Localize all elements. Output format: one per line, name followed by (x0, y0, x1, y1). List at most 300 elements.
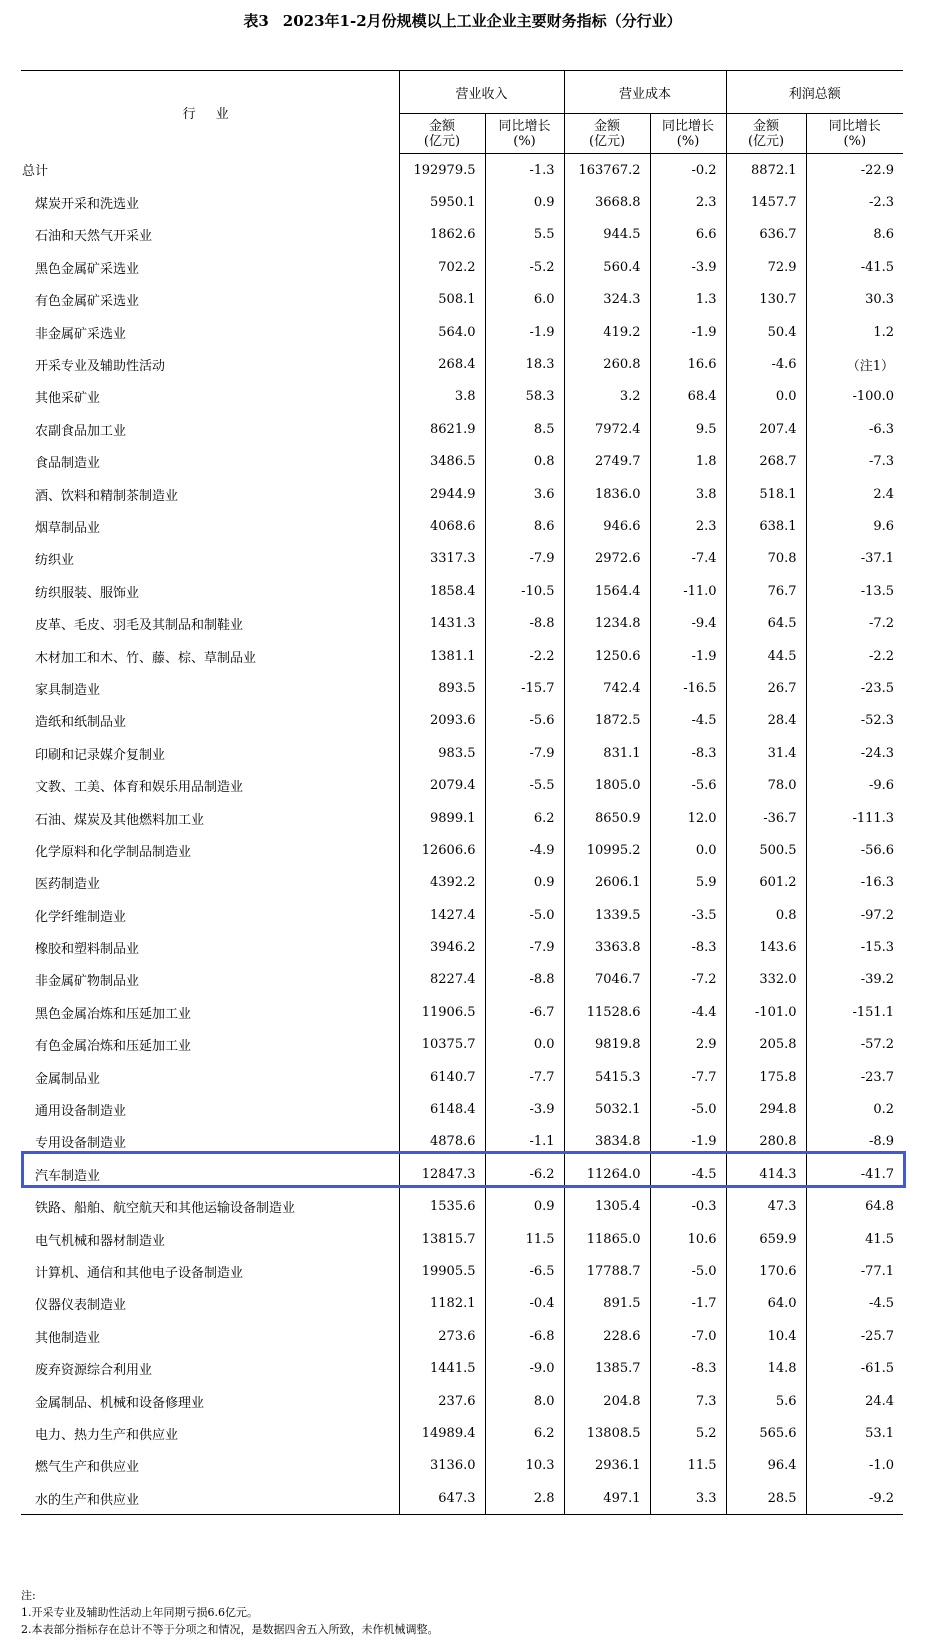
profit-amount-cell: 332.0 (726, 964, 806, 996)
revenue-amount-cell: 3136.0 (399, 1450, 485, 1482)
cost-amount-cell: 17788.7 (564, 1255, 650, 1287)
industry-name-cell: 橡胶和塑料制品业 (21, 931, 399, 963)
profit-amount-cell: 64.0 (726, 1288, 806, 1320)
cost-growth-cell: 9.5 (650, 413, 726, 445)
profit-amount-cell: 205.8 (726, 1029, 806, 1061)
revenue-amount-cell: 12847.3 (399, 1158, 485, 1190)
profit-amount-header: 金额 (亿元) (726, 114, 806, 154)
cost-amount-cell: 9819.8 (564, 1029, 650, 1061)
cost-growth-cell: 2.3 (650, 510, 726, 542)
revenue-amount-cell: 9899.1 (399, 802, 485, 834)
cost-amount-cell: 260.8 (564, 348, 650, 380)
revenue-amount-header: 金额 (亿元) (399, 114, 485, 154)
cost-growth-cell: -4.5 (650, 705, 726, 737)
revenue-growth-cell: 3.6 (485, 478, 564, 510)
revenue-amount-cell: 564.0 (399, 316, 485, 348)
industry-name-cell: 电气机械和器材制造业 (21, 1223, 399, 1255)
industry-name-cell: 烟草制品业 (21, 510, 399, 542)
profit-amount-cell: 26.7 (726, 672, 806, 704)
table-row (21, 672, 903, 704)
profit-growth-cell: -16.3 (806, 867, 903, 899)
industry-name-cell: 废弃资源综合利用业 (21, 1352, 399, 1384)
table-title (0, 10, 925, 32)
cost-amount-cell: 3363.8 (564, 931, 650, 963)
revenue-amount-cell: 2079.4 (399, 769, 485, 801)
revenue-amount-cell: 10375.7 (399, 1029, 485, 1061)
revenue-amount-cell: 4392.2 (399, 867, 485, 899)
revenue-growth-cell: 8.6 (485, 510, 564, 542)
cost-growth-cell: 1.3 (650, 284, 726, 316)
revenue-growth-cell: 6.2 (485, 802, 564, 834)
revenue-amount-cell: 3946.2 (399, 931, 485, 963)
cost-amount-cell: 11264.0 (564, 1158, 650, 1190)
revenue-amount-cell: 19905.5 (399, 1255, 485, 1287)
profit-amount-cell: 601.2 (726, 867, 806, 899)
cost-growth-cell: 68.4 (650, 381, 726, 413)
profit-growth-cell: -2.3 (806, 186, 903, 218)
profit-growth-cell: -7.3 (806, 446, 903, 478)
revenue-amount-cell: 508.1 (399, 284, 485, 316)
profit-amount-cell: 280.8 (726, 1126, 806, 1158)
revenue-amount-cell: 1862.6 (399, 219, 485, 251)
cost-amount-cell: 831.1 (564, 737, 650, 769)
profit-amount-cell: 0.0 (726, 381, 806, 413)
revenue-growth-cell: -6.2 (485, 1158, 564, 1190)
industry-name-cell: 食品制造业 (21, 446, 399, 478)
profit-amount-cell: 76.7 (726, 575, 806, 607)
cost-amount-cell: 11865.0 (564, 1223, 650, 1255)
profit-growth-cell: 41.5 (806, 1223, 903, 1255)
profit-growth-cell: -97.2 (806, 899, 903, 931)
profit-growth-cell: -15.3 (806, 931, 903, 963)
industry-name-cell: 纺织业 (21, 543, 399, 575)
revenue-growth-cell: 18.3 (485, 348, 564, 380)
revenue-growth-cell: -7.9 (485, 543, 564, 575)
revenue-growth-cell: -7.9 (485, 737, 564, 769)
industry-name-cell: 电力、热力生产和供应业 (21, 1417, 399, 1449)
revenue-amount-cell: 5950.1 (399, 186, 485, 218)
revenue-growth-cell: 10.3 (485, 1450, 564, 1482)
profit-amount-cell: 130.7 (726, 284, 806, 316)
profit-growth-cell: -23.5 (806, 672, 903, 704)
revenue-amount-cell: 983.5 (399, 737, 485, 769)
cost-growth-cell: 7.3 (650, 1385, 726, 1417)
revenue-growth-cell: -5.6 (485, 705, 564, 737)
industry-name-cell: 石油、煤炭及其他燃料加工业 (21, 802, 399, 834)
industry-name-cell: 汽车制造业 (21, 1158, 399, 1190)
revenue-growth-cell: 5.5 (485, 219, 564, 251)
profit-amount-cell: -36.7 (726, 802, 806, 834)
industry-name-cell: 黑色金属矿采选业 (21, 251, 399, 283)
table-row (21, 446, 903, 478)
table-row (21, 543, 903, 575)
revenue-amount-cell: 1858.4 (399, 575, 485, 607)
profit-growth-cell: -100.0 (806, 381, 903, 413)
cost-amount-cell: 944.5 (564, 219, 650, 251)
revenue-amount-cell: 1431.3 (399, 607, 485, 639)
profit-growth-cell: 9.6 (806, 510, 903, 542)
cost-growth-cell: 3.3 (650, 1482, 726, 1515)
table-row (21, 1450, 903, 1482)
cost-growth-cell: 6.6 (650, 219, 726, 251)
cost-amount-cell: 228.6 (564, 1320, 650, 1352)
industry-name-cell: 农副食品加工业 (21, 413, 399, 445)
table-row (21, 1417, 903, 1449)
table-row (21, 1288, 903, 1320)
industry-name-cell: 木材加工和木、竹、藤、棕、草制品业 (21, 640, 399, 672)
profit-amount-cell: 268.7 (726, 446, 806, 478)
cost-growth-cell: -5.0 (650, 1093, 726, 1125)
table-row (21, 705, 903, 737)
profit-amount-cell: 294.8 (726, 1093, 806, 1125)
industry-name-cell: 其他采矿业 (21, 381, 399, 413)
industry-name-cell: 黑色金属冶炼和压延加工业 (21, 996, 399, 1028)
revenue-amount-cell: 647.3 (399, 1482, 485, 1515)
cost-growth-cell: 11.5 (650, 1450, 726, 1482)
cost-amount-cell: 204.8 (564, 1385, 650, 1417)
revenue-growth-cell: -1.3 (485, 154, 564, 187)
revenue-growth-cell: 8.0 (485, 1385, 564, 1417)
industry-name-cell: 通用设备制造业 (21, 1093, 399, 1125)
table-row (21, 1320, 903, 1352)
cost-amount-cell: 1564.4 (564, 575, 650, 607)
profit-amount-cell: 207.4 (726, 413, 806, 445)
table-row (21, 931, 903, 963)
industry-name-cell: 印刷和记录媒介复制业 (21, 737, 399, 769)
cost-growth-cell: -1.9 (650, 316, 726, 348)
table-row (21, 1191, 903, 1223)
revenue-growth-cell: -7.7 (485, 1061, 564, 1093)
revenue-growth-cell: 0.0 (485, 1029, 564, 1061)
profit-header: 利润总额 (726, 71, 903, 114)
cost-growth-cell: 2.3 (650, 186, 726, 218)
profit-growth-header: 同比增长 (%) (806, 114, 903, 154)
table-row (21, 899, 903, 931)
cost-amount-cell: 324.3 (564, 284, 650, 316)
profit-amount-cell: 8872.1 (726, 154, 806, 187)
table-row (21, 1093, 903, 1125)
profit-growth-cell: -61.5 (806, 1352, 903, 1384)
profit-growth-cell: -24.3 (806, 737, 903, 769)
revenue-amount-cell: 2093.6 (399, 705, 485, 737)
revenue-growth-cell: 0.9 (485, 186, 564, 218)
cost-growth-cell: -8.3 (650, 737, 726, 769)
table-row (21, 1352, 903, 1384)
cost-growth-cell: -3.5 (650, 899, 726, 931)
profit-growth-cell: -56.6 (806, 834, 903, 866)
industry-name-cell: 开采专业及辅助性活动 (21, 348, 399, 380)
cost-growth-cell: 2.9 (650, 1029, 726, 1061)
cost-growth-cell: -0.2 (650, 154, 726, 187)
cost-growth-cell: 0.0 (650, 834, 726, 866)
profit-growth-cell: 64.8 (806, 1191, 903, 1223)
cost-growth-cell: -16.5 (650, 672, 726, 704)
industry-name-cell: 铁路、船舶、航空航天和其他运输设备制造业 (21, 1191, 399, 1223)
table-notes (21, 1587, 439, 1638)
cost-amount-cell: 1836.0 (564, 478, 650, 510)
revenue-amount-cell: 13815.7 (399, 1223, 485, 1255)
profit-amount-cell: 50.4 (726, 316, 806, 348)
profit-amount-cell: 1457.7 (726, 186, 806, 218)
cost-amount-cell: 163767.2 (564, 154, 650, 187)
profit-amount-cell: 47.3 (726, 1191, 806, 1223)
revenue-growth-header: 同比增长 (%) (485, 114, 564, 154)
revenue-growth-cell: -7.9 (485, 931, 564, 963)
profit-growth-cell: -77.1 (806, 1255, 903, 1287)
cost-amount-cell: 497.1 (564, 1482, 650, 1515)
revenue-growth-cell: 6.2 (485, 1417, 564, 1449)
table-row (21, 478, 903, 510)
table-header (21, 71, 903, 154)
revenue-header: 营业收入 (399, 71, 564, 114)
industry-name-cell: 有色金属矿采选业 (21, 284, 399, 316)
industry-name-cell: 有色金属冶炼和压延加工业 (21, 1029, 399, 1061)
profit-growth-cell: 24.4 (806, 1385, 903, 1417)
table-body (21, 154, 903, 1515)
industry-name-cell: 计算机、通信和其他电子设备制造业 (21, 1255, 399, 1287)
profit-growth-cell: -23.7 (806, 1061, 903, 1093)
revenue-amount-cell: 1535.6 (399, 1191, 485, 1223)
cost-amount-cell: 742.4 (564, 672, 650, 704)
industry-name-cell: 家具制造业 (21, 672, 399, 704)
table-row (21, 996, 903, 1028)
revenue-amount-cell: 4878.6 (399, 1126, 485, 1158)
cost-growth-cell: -1.9 (650, 1126, 726, 1158)
cost-growth-cell: -7.7 (650, 1061, 726, 1093)
table-row (21, 964, 903, 996)
cost-growth-cell: -9.4 (650, 607, 726, 639)
cost-amount-cell: 5415.3 (564, 1061, 650, 1093)
revenue-growth-cell: -6.5 (485, 1255, 564, 1287)
revenue-amount-cell: 3486.5 (399, 446, 485, 478)
cost-amount-cell: 1805.0 (564, 769, 650, 801)
table-row (21, 1029, 903, 1061)
cost-growth-cell: 16.6 (650, 348, 726, 380)
cost-growth-cell: -8.3 (650, 931, 726, 963)
revenue-amount-cell: 3.8 (399, 381, 485, 413)
industry-name-cell: 总计 (21, 154, 399, 187)
industry-name-cell: 煤炭开采和洗选业 (21, 186, 399, 218)
cost-amount-cell: 7972.4 (564, 413, 650, 445)
revenue-amount-cell: 192979.5 (399, 154, 485, 187)
cost-growth-cell: -3.9 (650, 251, 726, 283)
table-row (21, 219, 903, 251)
profit-amount-cell: 638.1 (726, 510, 806, 542)
revenue-growth-cell: -9.0 (485, 1352, 564, 1384)
profit-growth-cell: -9.2 (806, 1482, 903, 1515)
table-row (21, 154, 903, 187)
cost-growth-cell: -4.5 (650, 1158, 726, 1190)
cost-amount-cell: 2936.1 (564, 1450, 650, 1482)
profit-growth-cell: -37.1 (806, 543, 903, 575)
profit-amount-cell: 96.4 (726, 1450, 806, 1482)
profit-growth-cell: 53.1 (806, 1417, 903, 1449)
profit-growth-cell: -4.5 (806, 1288, 903, 1320)
profit-growth-cell: 0.2 (806, 1093, 903, 1125)
revenue-amount-cell: 237.6 (399, 1385, 485, 1417)
table-row (21, 737, 903, 769)
revenue-growth-cell: 0.9 (485, 1191, 564, 1223)
profit-amount-cell: 70.8 (726, 543, 806, 575)
revenue-growth-cell: -2.2 (485, 640, 564, 672)
industry-name-cell: 专用设备制造业 (21, 1126, 399, 1158)
cost-growth-cell: -5.0 (650, 1255, 726, 1287)
revenue-amount-cell: 893.5 (399, 672, 485, 704)
cost-amount-cell: 3.2 (564, 381, 650, 413)
profit-amount-cell: 10.4 (726, 1320, 806, 1352)
profit-amount-cell: 659.9 (726, 1223, 806, 1255)
cost-growth-cell: 3.8 (650, 478, 726, 510)
industry-name-cell: 金属制品、机械和设备修理业 (21, 1385, 399, 1417)
industry-name-cell: 医药制造业 (21, 867, 399, 899)
industry-name-cell: 石油和天然气开采业 (21, 219, 399, 251)
table-title-text: 2023年1-2月份规模以上工业企业主要财务指标（分行业） (282, 12, 682, 30)
profit-growth-cell: -41.7 (806, 1158, 903, 1190)
cost-amount-cell: 1305.4 (564, 1191, 650, 1223)
cost-amount-cell: 2606.1 (564, 867, 650, 899)
cost-amount-cell: 2972.6 (564, 543, 650, 575)
table-row (21, 575, 903, 607)
revenue-growth-cell: 0.8 (485, 446, 564, 478)
profit-growth-cell: -25.7 (806, 1320, 903, 1352)
cost-growth-cell: 5.9 (650, 867, 726, 899)
table-row (21, 510, 903, 542)
profit-amount-cell: 500.5 (726, 834, 806, 866)
industry-name-cell: 造纸和纸制品业 (21, 705, 399, 737)
profit-growth-cell: -41.5 (806, 251, 903, 283)
cost-growth-cell: -7.0 (650, 1320, 726, 1352)
profit-growth-cell: 8.6 (806, 219, 903, 251)
revenue-amount-cell: 1381.1 (399, 640, 485, 672)
cost-amount-cell: 891.5 (564, 1288, 650, 1320)
cost-amount-cell: 2749.7 (564, 446, 650, 478)
profit-growth-cell: -8.9 (806, 1126, 903, 1158)
revenue-amount-cell: 6148.4 (399, 1093, 485, 1125)
cost-amount-cell: 7046.7 (564, 964, 650, 996)
profit-growth-cell: -22.9 (806, 154, 903, 187)
cost-growth-cell: 5.2 (650, 1417, 726, 1449)
profit-amount-cell: 44.5 (726, 640, 806, 672)
revenue-growth-cell: -5.2 (485, 251, 564, 283)
note-2: 2.本表部分指标存在总计不等于分项之和情况，是数据四舍五入所致，未作机械调整。 (21, 1623, 439, 1636)
profit-growth-cell: （注1） (806, 348, 903, 380)
profit-amount-cell: 518.1 (726, 478, 806, 510)
revenue-growth-cell: -3.9 (485, 1093, 564, 1125)
note-1: 1.开采专业及辅助性活动上年同期亏损6.6亿元。 (21, 1606, 258, 1619)
revenue-growth-cell: -15.7 (485, 672, 564, 704)
revenue-amount-cell: 273.6 (399, 1320, 485, 1352)
revenue-growth-cell: -8.8 (485, 964, 564, 996)
revenue-amount-cell: 14989.4 (399, 1417, 485, 1449)
table-row (21, 1126, 903, 1158)
revenue-amount-cell: 6140.7 (399, 1061, 485, 1093)
industry-name-cell: 非金属矿物制品业 (21, 964, 399, 996)
profit-growth-cell: -13.5 (806, 575, 903, 607)
table-row (21, 769, 903, 801)
table-row (21, 413, 903, 445)
industry-name-cell: 皮革、毛皮、羽毛及其制品和制鞋业 (21, 607, 399, 639)
profit-amount-cell: 14.8 (726, 1352, 806, 1384)
revenue-growth-cell: 6.0 (485, 284, 564, 316)
cost-growth-cell: 10.6 (650, 1223, 726, 1255)
table-row (21, 802, 903, 834)
profit-amount-cell: -101.0 (726, 996, 806, 1028)
profit-amount-cell: 565.6 (726, 1417, 806, 1449)
profit-amount-cell: 175.8 (726, 1061, 806, 1093)
industry-name-cell: 水的生产和供应业 (21, 1482, 399, 1515)
revenue-growth-cell: -6.7 (485, 996, 564, 1028)
profit-amount-cell: 28.4 (726, 705, 806, 737)
revenue-amount-cell: 702.2 (399, 251, 485, 283)
industry-name-cell: 仪器仪表制造业 (21, 1288, 399, 1320)
profit-amount-cell: 72.9 (726, 251, 806, 283)
cost-amount-cell: 1385.7 (564, 1352, 650, 1384)
profit-amount-cell: 143.6 (726, 931, 806, 963)
cost-growth-cell: 12.0 (650, 802, 726, 834)
revenue-growth-cell: -4.9 (485, 834, 564, 866)
revenue-amount-cell: 8621.9 (399, 413, 485, 445)
cost-growth-cell: -11.0 (650, 575, 726, 607)
industry-name-cell: 其他制造业 (21, 1320, 399, 1352)
revenue-amount-cell: 8227.4 (399, 964, 485, 996)
revenue-growth-cell: -8.8 (485, 607, 564, 639)
table-number: 表3 (243, 12, 269, 30)
table-row (21, 381, 903, 413)
revenue-growth-cell: -5.0 (485, 899, 564, 931)
cost-amount-cell: 3834.8 (564, 1126, 650, 1158)
profit-amount-cell: 28.5 (726, 1482, 806, 1515)
profit-growth-cell: -39.2 (806, 964, 903, 996)
industry-name-cell: 燃气生产和供应业 (21, 1450, 399, 1482)
revenue-growth-cell: -1.9 (485, 316, 564, 348)
industry-name-cell: 非金属矿采选业 (21, 316, 399, 348)
profit-growth-cell: 2.4 (806, 478, 903, 510)
cost-growth-cell: 1.8 (650, 446, 726, 478)
table-row (21, 1158, 903, 1190)
table-row (21, 640, 903, 672)
revenue-growth-cell: 8.5 (485, 413, 564, 445)
revenue-amount-cell: 1441.5 (399, 1352, 485, 1384)
table-row (21, 867, 903, 899)
cost-growth-cell: -1.9 (650, 640, 726, 672)
profit-growth-cell: -9.6 (806, 769, 903, 801)
table-row (21, 284, 903, 316)
cost-header: 营业成本 (564, 71, 726, 114)
cost-amount-cell: 1339.5 (564, 899, 650, 931)
table-row (21, 1385, 903, 1417)
profit-growth-cell: -1.0 (806, 1450, 903, 1482)
profit-amount-cell: 414.3 (726, 1158, 806, 1190)
table-row (21, 1482, 903, 1515)
profit-growth-cell: -6.3 (806, 413, 903, 445)
table-row (21, 316, 903, 348)
cost-amount-cell: 560.4 (564, 251, 650, 283)
revenue-amount-cell: 1182.1 (399, 1288, 485, 1320)
cost-amount-cell: 1250.6 (564, 640, 650, 672)
cost-growth-cell: -1.7 (650, 1288, 726, 1320)
table-row (21, 1223, 903, 1255)
revenue-growth-cell: -5.5 (485, 769, 564, 801)
profit-amount-cell: 170.6 (726, 1255, 806, 1287)
industry-name-cell: 文教、工美、体育和娱乐用品制造业 (21, 769, 399, 801)
profit-growth-cell: -7.2 (806, 607, 903, 639)
cost-amount-cell: 8650.9 (564, 802, 650, 834)
revenue-growth-cell: 0.9 (485, 867, 564, 899)
industry-name-cell: 纺织服装、服饰业 (21, 575, 399, 607)
table-row (21, 607, 903, 639)
profit-growth-cell: -2.2 (806, 640, 903, 672)
revenue-growth-cell: 58.3 (485, 381, 564, 413)
